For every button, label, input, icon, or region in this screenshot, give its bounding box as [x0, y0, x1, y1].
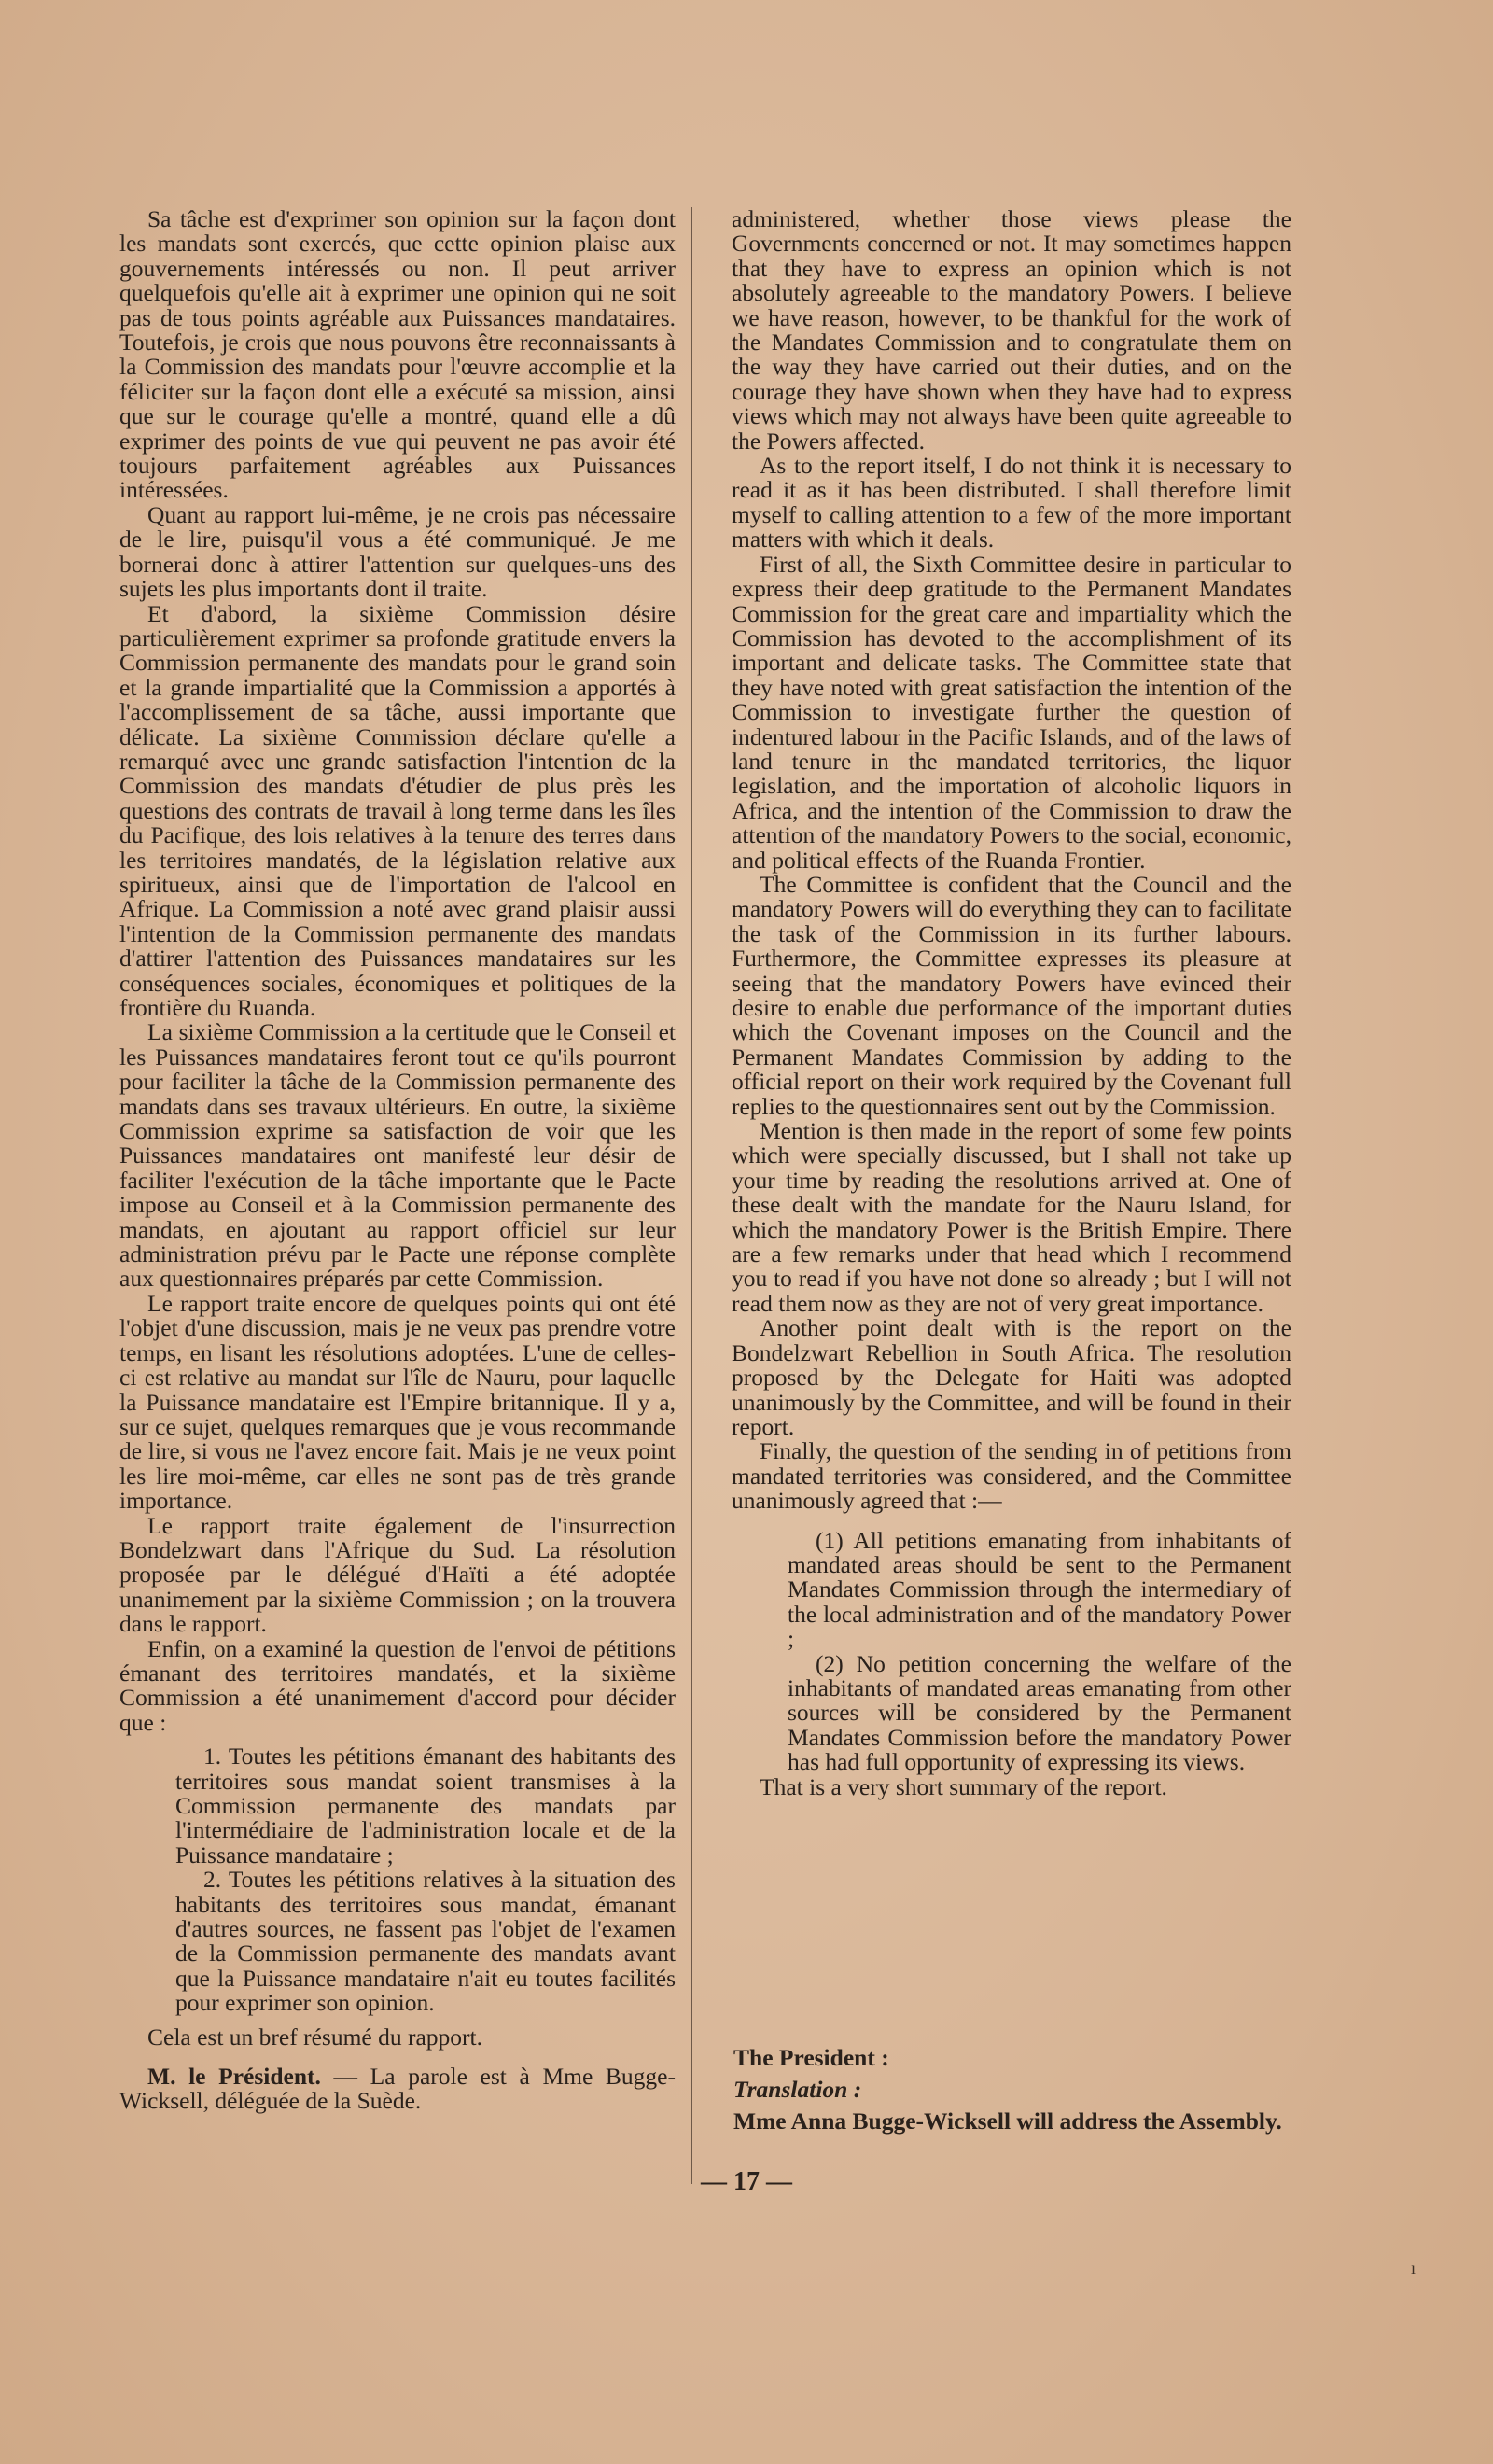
speaker-text: Mme Anna Bugge-Wicksell will address the Assembly.: [733, 2107, 1282, 2135]
paragraph: Quant au rapport lui-même, je ne crois pas nécessaire de le lire, puisqu'il vous a été communiqué. Je me bornerai donc à attirer l'attention sur quelques-uns des sujets les plus importants dont il traite.: [119, 500, 676, 603]
paragraph: First of all, the Sixth Committee desire in particular to express their deep gratitude to the Permanent Mandates Commission for the great care and impartiality which the Commission has devoted to the accomplishment of its important and delicate tasks. The Committee state that they have noted with great satisfaction the intention of the Commission to investigate further the question of indentured labour in the Pacific Islands, and of the laws of land tenure in the mandated territories, the liquor legislation, and the importation of alcoholic liquors in Africa, and the intention of the Commission to draw the attention of the mandatory Powers to the social, economic, and political effects of the Ruanda Frontier.: [732, 550, 1291, 874]
speaker-text: — La parole est à Mme Bugge-Wicksell, déléguée de la Suède.: [119, 2063, 676, 2115]
paragraph: Finally, the question of the sending in of petitions from mandated territories was considered, and the Committee unanimously agreed that :—: [732, 1437, 1291, 1515]
resolution-item: 2. Toutes les pétitions relatives à la situation des habitants des territoires sous mandat, émanant d'autres sources, ne fassent pas l'objet de l'examen de la Commission permanente des mandats avant que la Puissance mandataire n'ait eu toutes facilités pour exprimer son opinion.: [175, 1866, 676, 2017]
english-column: [732, 207, 1291, 1799]
page-number: — 17 —: [701, 2167, 792, 2196]
paragraph: Le rapport traite également de l'insurrection Bondelzwart dans l'Afrique du Sud. La résolution proposée par le délégué d'Haïti a été adoptée unanimement par la sixième Commission ; on la trouvera dans le rapport.: [119, 1511, 676, 1638]
speaker-label: The President :: [733, 2044, 889, 2071]
paragraph: La sixième Commission a la certitude que le Conseil et les Puissances mandataires feront tout ce qu'ils pourront pour faciliter la tâche de la Commission permanente des mandats dans ses travaux ultérieurs. En outre, la sixième Commission exprime sa satisfaction de voir que les Puissances mandataires ont manifesté leur désir de faciliter l'exécution de la tâche importante que le Pacte impose au Conseil et à la Commission permanente des mandats, en ajoutant au rapport officiel sur leur administration prévu par le Pacte une réponse complète aux questionnaires préparés par cette Commission.: [119, 1018, 676, 1293]
french-column: [119, 207, 676, 2114]
resolution-item: (2) No petition concerning the welfare of the inhabitants of mandated areas emanating from other sources will be considered by the Permanent Mandates Commission before the mandatory Power has had full opportunity of expressing its views.: [788, 1649, 1291, 1776]
translation-label: Translation :: [733, 2076, 862, 2103]
paragraph: The Committee is confident that the Council and the mandatory Powers will do everything they can to facilitate the task of the Commission in its further labours. Furthermore, the Committee expresses its pleasure at seeing that the mandatory Powers have evinced their desire to enable due performance of the important duties which the Covenant imposes on the Council and the Permanent Mandates Commission by adding to the official report on their work required by the Covenant full replies to the questionnaires sent out by the Commission.: [732, 870, 1291, 1120]
paragraph: Cela est un bref résumé du rapport.: [147, 2023, 483, 2051]
paragraph: administered, whether those views please the Governments concerned or not. It may sometimes happen that they have to express an opinion which is not absolutely agreeable to the mandatory Powers. I believe we have reason, however, to be thankful for the work of the Mandates Commission and to congratulate them on the way they have carried out their duties, and on the courage they have shown when they have had to express views which may not always have been quite agreeable to the Powers affected.: [732, 205, 1291, 455]
speaker-line: [119, 2065, 676, 2114]
paragraph: As to the report itself, I do not think it is necessary to read it as it has been distributed. I shall therefore limit myself to calling attention to a few of the more important matters with which it deals.: [732, 452, 1291, 553]
resolution-item: 1. Toutes les pétitions émanant des habitants des territoires sous mandat soient transmises à la Commission permanente des mandats par l'intermédiaire de l'administration locale et de la Puissance mandataire ;: [175, 1743, 676, 1869]
resolution-item: (1) All petitions emanating from inhabitants of mandated areas should be sent to the Permanent Mandates Commission through the intermediary of the local administration and of the mandatory Power ;: [788, 1526, 1291, 1653]
column-divider: [691, 207, 692, 2184]
paragraph: Mention is then made in the report of some few points which were specially discussed, but I shall not take up your time by reading the resolutions arrived at. One of these dealt with the mandate for the Nauru Island, for which the mandatory Power is the British Empire. There are a few remarks under that head which I recommend you to read if you have not done so already ; but I will not read them now as they are not of very great importance.: [732, 1117, 1291, 1317]
president-block: [733, 2042, 1282, 2137]
paragraph: That is a very short summary of the report.: [760, 1772, 1167, 1800]
paragraph: Sa tâche est d'exprimer son opinion sur la façon dont les mandats sont exercés, que cette opinion plaise aux gouvernements intéressés ou non. Il peut arriver quelquefois qu'elle ait à exprimer une opinion qui ne soit pas de tous points agréable aux Puissances mandataires. Toutefois, je crois que nous pouvons être reconnaissants à la Commission des mandats pour l'œuvre accomplie et la féliciter sur la façon dont elle a exécuté sa mission, ainsi que sur le courage qu'elle a montré, quand elle a dû exprimer des points de vue qui peuvent ne pas avoir été toujours parfaitement agréables aux Puissances intéressées.: [119, 205, 676, 504]
speaker-label: M. le Président.: [147, 2063, 321, 2091]
margin-mark: ı: [1411, 2259, 1416, 2277]
resolution-list: [175, 1744, 676, 2015]
resolution-list: [788, 1526, 1291, 1776]
paragraph: Enfin, on a examiné la question de l'envoi de pétitions émanant des territoires mandatés, et la sixième Commission a été unanimement d'accord pour décider que :: [119, 1634, 676, 1736]
paragraph: Et d'abord, la sixième Commission désire particulièrement exprimer sa profonde gratitude envers la Commission permanente des mandats pour le grand soin et la grande impartialité que la Commission a apportés à l'accomplissement de sa tâche, aussi importante que délicate. La sixième Commission déclare qu'elle a remarqué avec une grande satisfaction l'intention de la Commission des mandats d'étudier de plus près les questions des contrats de travail à long terme dans les îles du Pacifique, des lois relatives à la tenure des terres dans les territoires mandatés, de la législation relative aux spiritueux, ainsi que de l'importation de l'alcool en Afrique. La Commission a noté avec grand plaisir aussi l'intention de la Commission permanente des mandats d'attirer l'attention des Puissances mandataires sur les conséquences sociales, économiques et politiques de la frontière du Ruanda.: [119, 599, 676, 1021]
paragraph: Le rapport traite encore de quelques points qui ont été l'objet d'une discussion, mais je ne veux pas prendre votre temps, en lisant les résolutions adoptées. L'une de celles-ci est relative au mandat sur l'île de Nauru, pour laquelle la Puissance mandataire est l'Empire britannique. Il y a, sur ce sujet, quelques remarques que je vous recommande de lire, si vous ne l'avez encore fait. Mais je ne veux point les lire moi-même, car elles ne sont pas de très grande importance.: [119, 1289, 676, 1515]
paragraph: Another point dealt with is the report on the Bondelzwart Rebellion in South Africa. The resolution proposed by the Delegate for Haiti was adopted unanimously by the Committee, and will be found in their report.: [732, 1314, 1291, 1440]
